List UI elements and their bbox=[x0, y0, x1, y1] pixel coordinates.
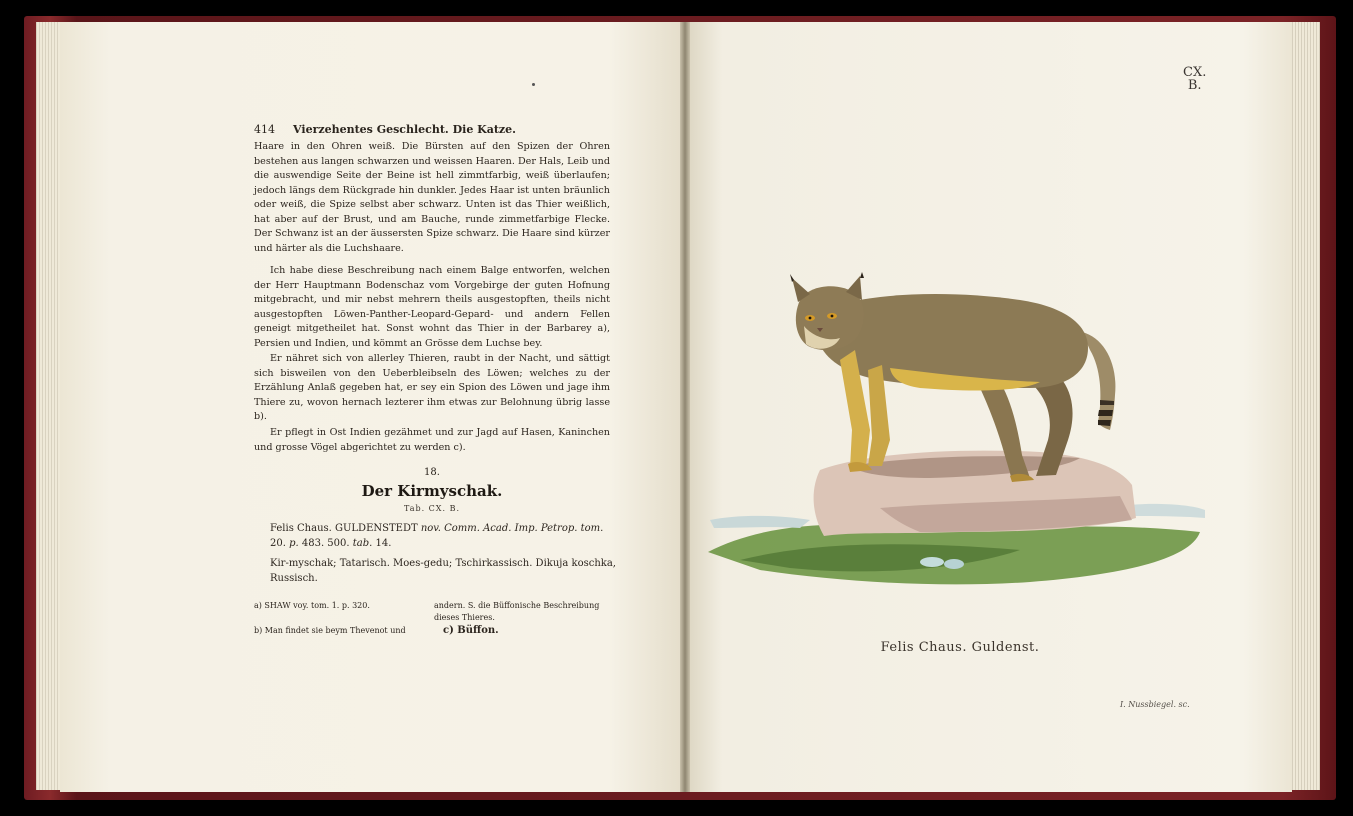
synonym-1-part-f: tab. bbox=[352, 538, 373, 549]
cat-ear-right-tuft bbox=[860, 272, 864, 278]
synonym-1-part-d: p. bbox=[289, 538, 299, 549]
synonym-1-part-e: 483. 500. bbox=[298, 538, 353, 549]
section-tab-reference: Tab. CX. B. bbox=[403, 504, 460, 513]
synonym-vernacular: Kir-myschak; Tatarisch. Moes-gedu; Tschirkassisch. Dikuja koschka, Russisch. bbox=[270, 558, 616, 584]
paragraph-3: Er nähret sich von allerley Thieren, raubt in der Nacht, und sättigt sich bisweilen von den Ueberbleibseln des Löwen; welches zu der Erzählung Anlaß gegeben hat, er sey ein Spion des Löwen und jage ihm Thiere zu, wovon hernach lezterer ihm etwas zur Belohnung übrig lasse b). bbox=[254, 353, 610, 422]
synonym-1-part-g: 14. bbox=[372, 538, 392, 549]
footnote-b: b) Man findet sie beym Thevenot und bbox=[254, 626, 406, 635]
ink-speck bbox=[532, 83, 535, 86]
synonym-guldenstedt bbox=[270, 521, 616, 551]
stone-small-2 bbox=[944, 559, 964, 569]
section-title: Der Kirmyschak. bbox=[361, 482, 503, 500]
running-title: Vierzehentes Geschlecht. Die Katze. bbox=[293, 123, 516, 136]
paragraph-1: Haare in den Ohren weiß. Die Bürsten auf den Spizen der Ohren bestehen aus langen schwarzen und weissen Haaren. Der Hals, Leib und die auswendige Seite der Beine ist hell zimmtfarbig, weiß überlaufen; jedoch längs dem Rückgrade hin dunkler. Jedes Haar ist unten bräunlich oder weiß, die Spize selbst aber schwarz. Unten ist das Thier weißlich, hat aber auf der Brust, und am Bauche, runde zimmetfarbige Flecke. Der Schwanz ist an der äussersten Spize schwarz. Die Haare sind kürzer und härter als die Luchshaare. bbox=[254, 141, 610, 254]
tail-ring-1 bbox=[1098, 410, 1113, 416]
stone-small-1 bbox=[920, 557, 944, 567]
section-number: 18. bbox=[424, 467, 440, 478]
water-strip-left bbox=[710, 516, 810, 528]
engraver-signature: I. Nussbiegel. sc. bbox=[1120, 700, 1190, 709]
plate-caption: Felis Chaus. Guldenst. bbox=[880, 640, 1040, 655]
plate-letter: B. bbox=[1187, 78, 1202, 93]
tail-ring-2 bbox=[1098, 420, 1111, 426]
synonym-1-part-b: nov. Comm. Acad. Imp. Petrop. tom. bbox=[420, 523, 604, 534]
plate-number bbox=[1183, 66, 1206, 92]
footnote-c: andern. S. die Büffonische Beschreibung dieses Thieres. bbox=[434, 601, 600, 622]
footnote-d: c) Büffon. bbox=[443, 625, 499, 636]
running-header bbox=[254, 123, 516, 136]
page-number: 414 bbox=[254, 123, 275, 136]
footnote-a: a) SHAW voy. tom. 1. p. 320. bbox=[254, 601, 370, 610]
book-gutter bbox=[680, 22, 690, 792]
synonym-1-part-c: 20. bbox=[270, 538, 290, 549]
paragraph-4: Er pflegt in Ost Indien gezähmet und zur Jagd auf Hasen, Kaninchen und grosse Vögel abgerichtet zu werden c). bbox=[254, 427, 610, 453]
paragraph-2: Ich habe diese Beschreibung nach einem Balge entworfen, welchen der Herr Hauptmann Bodenschaz vom Vorgebirge der guten Hofnung mitgebracht, und mir nebst mehrern theils ausgestopften, theils nicht ausgestopften Löwen-Panther-Leopard-Gepard- und andern Fellen geneigt mitgetheilet hat. Sonst wohnt das Thier in der Barbarey a), Persien und Indien, und kömmt an Grösse dem Luchse bey. bbox=[254, 265, 610, 349]
cat-pupil-right bbox=[831, 315, 834, 318]
cat-pupil-left bbox=[809, 317, 812, 320]
page-edges-right bbox=[1290, 22, 1320, 790]
jungle-cat-illustration bbox=[700, 270, 1210, 600]
plate-roman: CX. bbox=[1183, 65, 1207, 80]
synonym-1-part-a: Felis Chaus. GULDENSTEDT bbox=[270, 523, 421, 534]
